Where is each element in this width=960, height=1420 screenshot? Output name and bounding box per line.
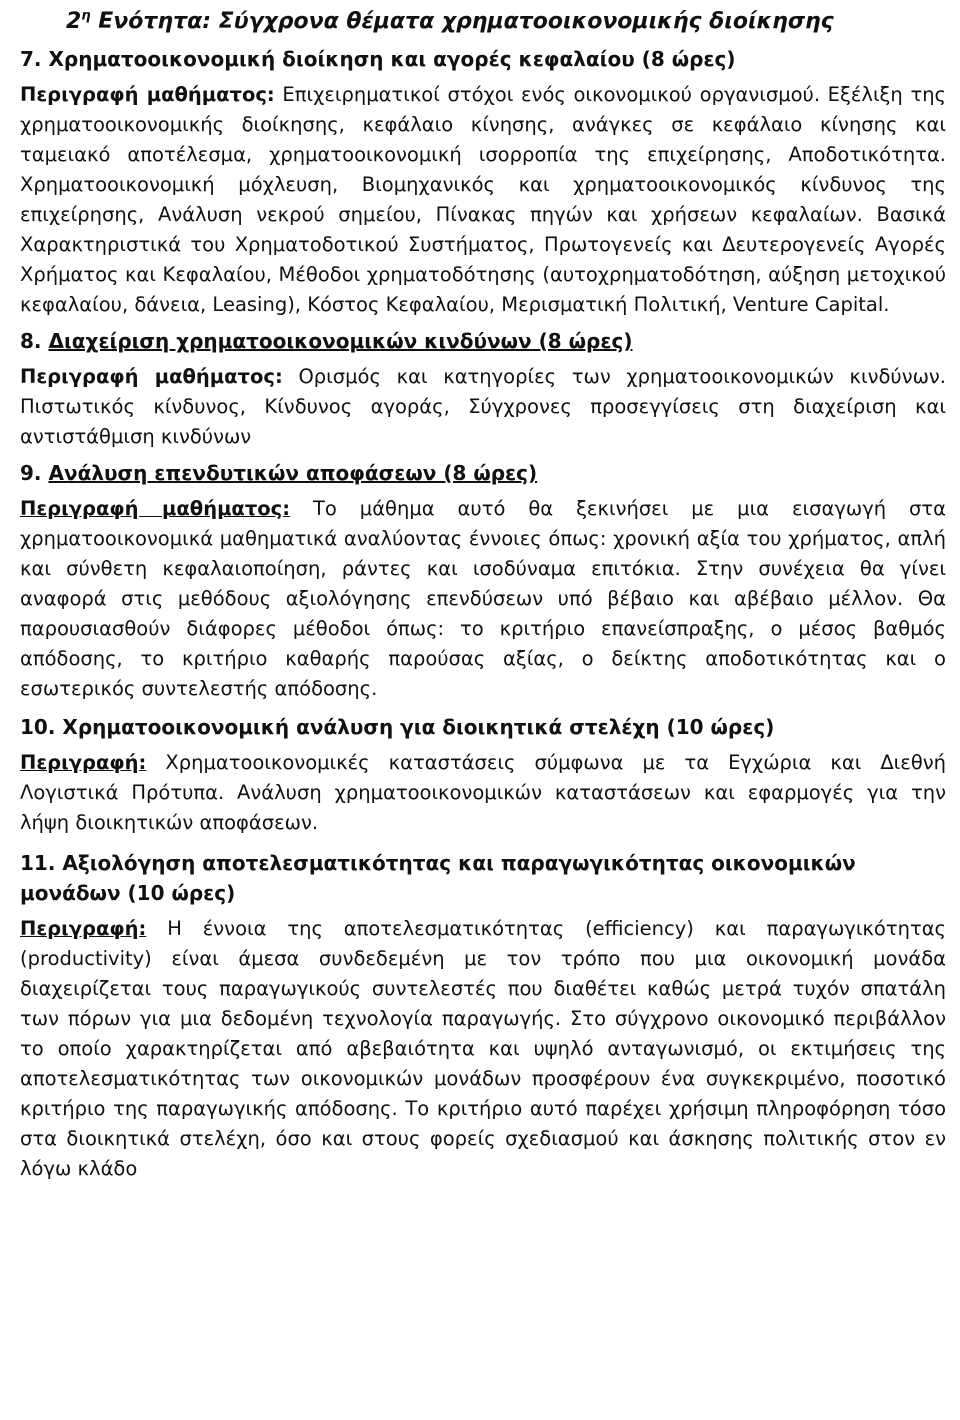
description-text: Ορισμός και κατηγορίες των χρηματοοικονομικών κινδύνων. Πιστωτικός κίνδυνος, Κίνδυνος αγοράς, Σύγχρονες προσεγγίσεις στη διαχείριση και αντιστάθμιση κινδύνων [20,365,947,448]
description-text: Το μάθημα αυτό θα ξεκινήσει με μια εισαγωγή στα χρηματοοικονομικά μαθηματικά αναλύοντας έννοιες όπως: χρονική αξία του χρήματος, απλή και σύνθετη κεφαλαιοποίηση, ράντες και ισοδύναμα επιτόκια. Στην συνέχεια θα γίνει αναφορά στις μεθόδους αξιολόγησης επενδύσεων υπό βέβαιο και αβέβαιο μέλλον. Θα παρουσιασθούν διάφορες μέθοδοι όπως: το κριτήριο επανείσπραξης, ο μέσος βαθμός απόδοσης, το κριτήριο καθαρής παρούσας αξίας, ο δείκτης αποδοτικότητας και ο εσωτερικός συντελεστής απόδοσης. [20,497,947,700]
section-title: Χρηματοοικονομική διοίκηση και αγορές κεφαλαίου (8 ώρες) [48,47,736,71]
section-title: Ανάλυση επενδυτικών αποφάσεων (8 ώρες) [48,461,538,485]
section-number: 7. [20,47,42,71]
section-number: 9. [20,461,42,485]
section-10 [20,712,946,838]
document-page [20,4,946,1184]
unit-number: 2 [66,9,82,34]
section-description [20,494,946,704]
unit-title [20,4,946,40]
description-text: Επιχειρηματικοί στόχοι ενός οικονομικού οργανισμού. Εξέλιξη της χρηματοοικονομικής διοίκησης, κεφάλαιο κίνησης, ανάγκες σε κεφάλαιο κίνησης και ταμειακό αποτέλεσμα, χρηματοοικονομική ισορροπία της επιχείρησης, Αποδοτικότητα. Χρηματοοικονομική μόχλευση, Βιομηχανικός και χρηματοοικονομικός κίνδυνος της επιχείρησης, Ανάλυση νεκρού σημείου, Πίνακας πηγών και χρήσεων κεφαλαίων. Βασικά Χαρακτηριστικά του Χρηματοδοτικού Συστήματος, Πρωτογενείς και Δευτερογενείς Αγορές Χρήματος και Κεφαλαίου, Μέθοδοι χρηματοδότησης (αυτοχρηματοδότηση, αύξηση μετοχικού κεφαλαίου, δάνεια, Leasing), Κόστος Κεφαλαίου, Μερισματική Πολιτική, Venture Capital. [20,83,947,316]
unit-superscript: η [81,8,91,24]
section-description [20,914,946,1184]
section-heading [20,44,946,74]
section-description [20,80,946,320]
section-heading [20,458,946,488]
description-text: Χρηματοοικονομικές καταστάσεις σύμφωνα με τα Εγχώρια και Διεθνή Λογιστικά Πρότυπα. Ανάλυση χρηματοοικονομικών καταστάσεων και εφαρμογές για την λήψη διοικητικών αποφάσεων. [20,751,946,834]
description-label: Περιγραφή: [20,917,147,940]
description-label: Περιγραφή: [20,751,147,774]
section-7 [20,44,946,320]
section-title: Χρηματοοικονομική ανάλυση για διοικητικά στελέχη (10 ώρες) [62,715,775,739]
section-heading [20,848,946,908]
section-number: 8. [20,329,42,353]
description-label: Περιγραφή μαθήματος: [20,497,291,520]
description-label: Περιγραφή μαθήματος: [20,365,283,388]
section-heading [20,326,946,356]
description-label: Περιγραφή μαθήματος: [20,83,275,106]
description-text: Η έννοια της αποτελεσματικότητας (efficiency) και παραγωγικότητας (productivity) είναι άμεσα συνδεδεμένη με τον τρόπο που μια οικονομική μονάδα διαχειρίζεται τους παραγωγικούς συντελεστές που διαθέτει καθώς μετρά τυχόν σπατάλη των πόρων για μια δεδομένη τεχνολογία παραγωγής. Στο σύγχρονο οικονομικό περιβάλλον το οποίο χαρακτηρίζεται από αβεβαιότητα και υψηλό ανταγωνισμό, οι εκτιμήσεις της αποτελεσματικότητας των οικονομικών μονάδων προσφέρουν ένα συγκεκριμένο, ποσοτικό κριτήριο της παραγωγικής απόδοσης. Το κριτήριο αυτό παρέχει χρήσιμη πληροφόρηση τόσο στα διοικητικά στελέχη, όσο και στους φορείς σχεδιασμού και άσκησης πολιτικής στον εν λόγω κλάδο [20,917,946,1180]
section-11 [20,848,946,1184]
section-8 [20,326,946,452]
section-title: Αξιολόγηση αποτελεσματικότητας και παραγωγικότητας οικονομικών μονάδων (10 ώρες) [20,851,856,905]
section-number: 10. [20,715,56,739]
unit-title-text: Ενότητα: Σύγχρονα θέματα χρηματοοικονομικής διοίκησης [90,9,834,34]
section-heading [20,712,946,742]
section-title: Διαχείριση χρηματοοικονομικών κινδύνων (8 ώρες) [48,329,633,353]
section-description [20,748,946,838]
section-9 [20,458,946,704]
section-number: 11. [20,851,56,875]
section-description [20,362,946,452]
